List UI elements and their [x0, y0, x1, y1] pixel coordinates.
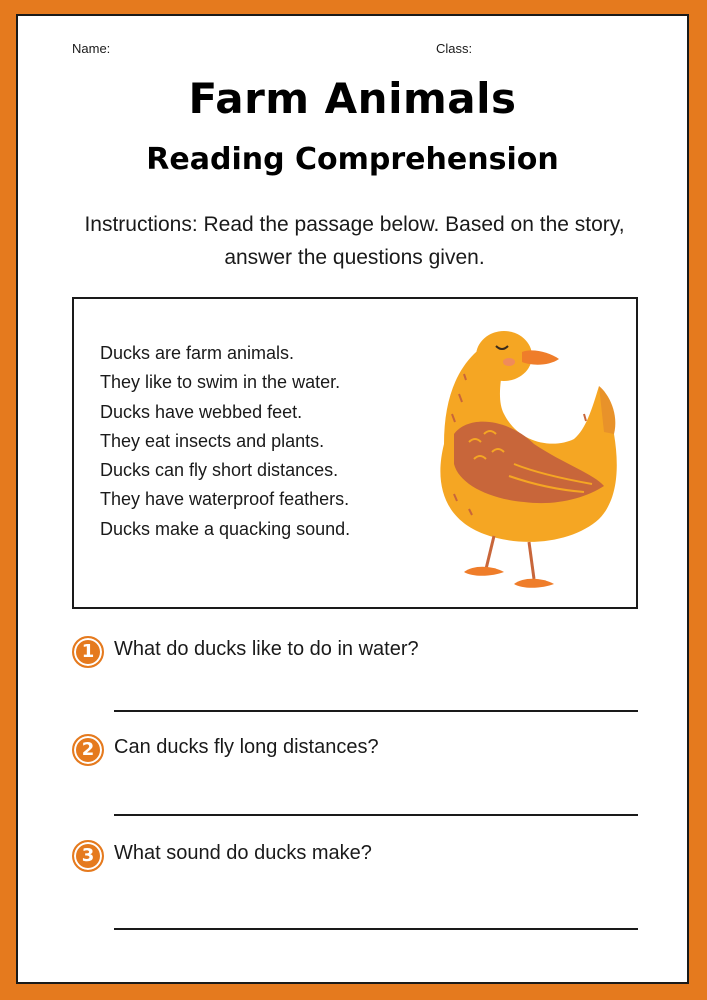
- passage-line: Ducks are farm animals.: [100, 343, 295, 363]
- passage-text: [100, 339, 420, 544]
- worksheet-page: [16, 14, 689, 984]
- page-title: Farm Animals: [188, 74, 517, 123]
- passage-line: They have waterproof feathers.: [100, 489, 350, 510]
- reading-passage-box: [72, 297, 638, 609]
- question-number-badge: 1: [72, 636, 104, 668]
- class-label: Class:: [436, 41, 473, 56]
- name-label: Name:: [72, 41, 111, 56]
- page-subtitle: Reading Comprehension: [146, 142, 559, 177]
- question-text: Can ducks fly long distances?: [114, 736, 379, 758]
- answer-line[interactable]: [114, 928, 638, 930]
- answer-line[interactable]: [114, 710, 638, 712]
- duck-illustration: [414, 314, 624, 594]
- answer-line[interactable]: [114, 814, 638, 816]
- question-text: What do ducks like to do in water?: [114, 638, 419, 660]
- passage-line: Ducks can fly short distances.: [100, 460, 339, 481]
- question-number-badge: 2: [72, 734, 104, 766]
- passage-line: They like to swim in the water.: [100, 372, 341, 393]
- passage-line: Ducks have webbed feet.: [100, 401, 303, 422]
- instructions-text: Instructions: Read the passage below. Based on the story, answer the questions given.: [84, 213, 625, 269]
- question-number-badge: 3: [72, 840, 104, 872]
- question-text: What sound do ducks make?: [114, 842, 372, 864]
- passage-line: They eat insects and plants.: [100, 430, 325, 451]
- passage-line: Ducks make a quacking sound.: [100, 518, 351, 539]
